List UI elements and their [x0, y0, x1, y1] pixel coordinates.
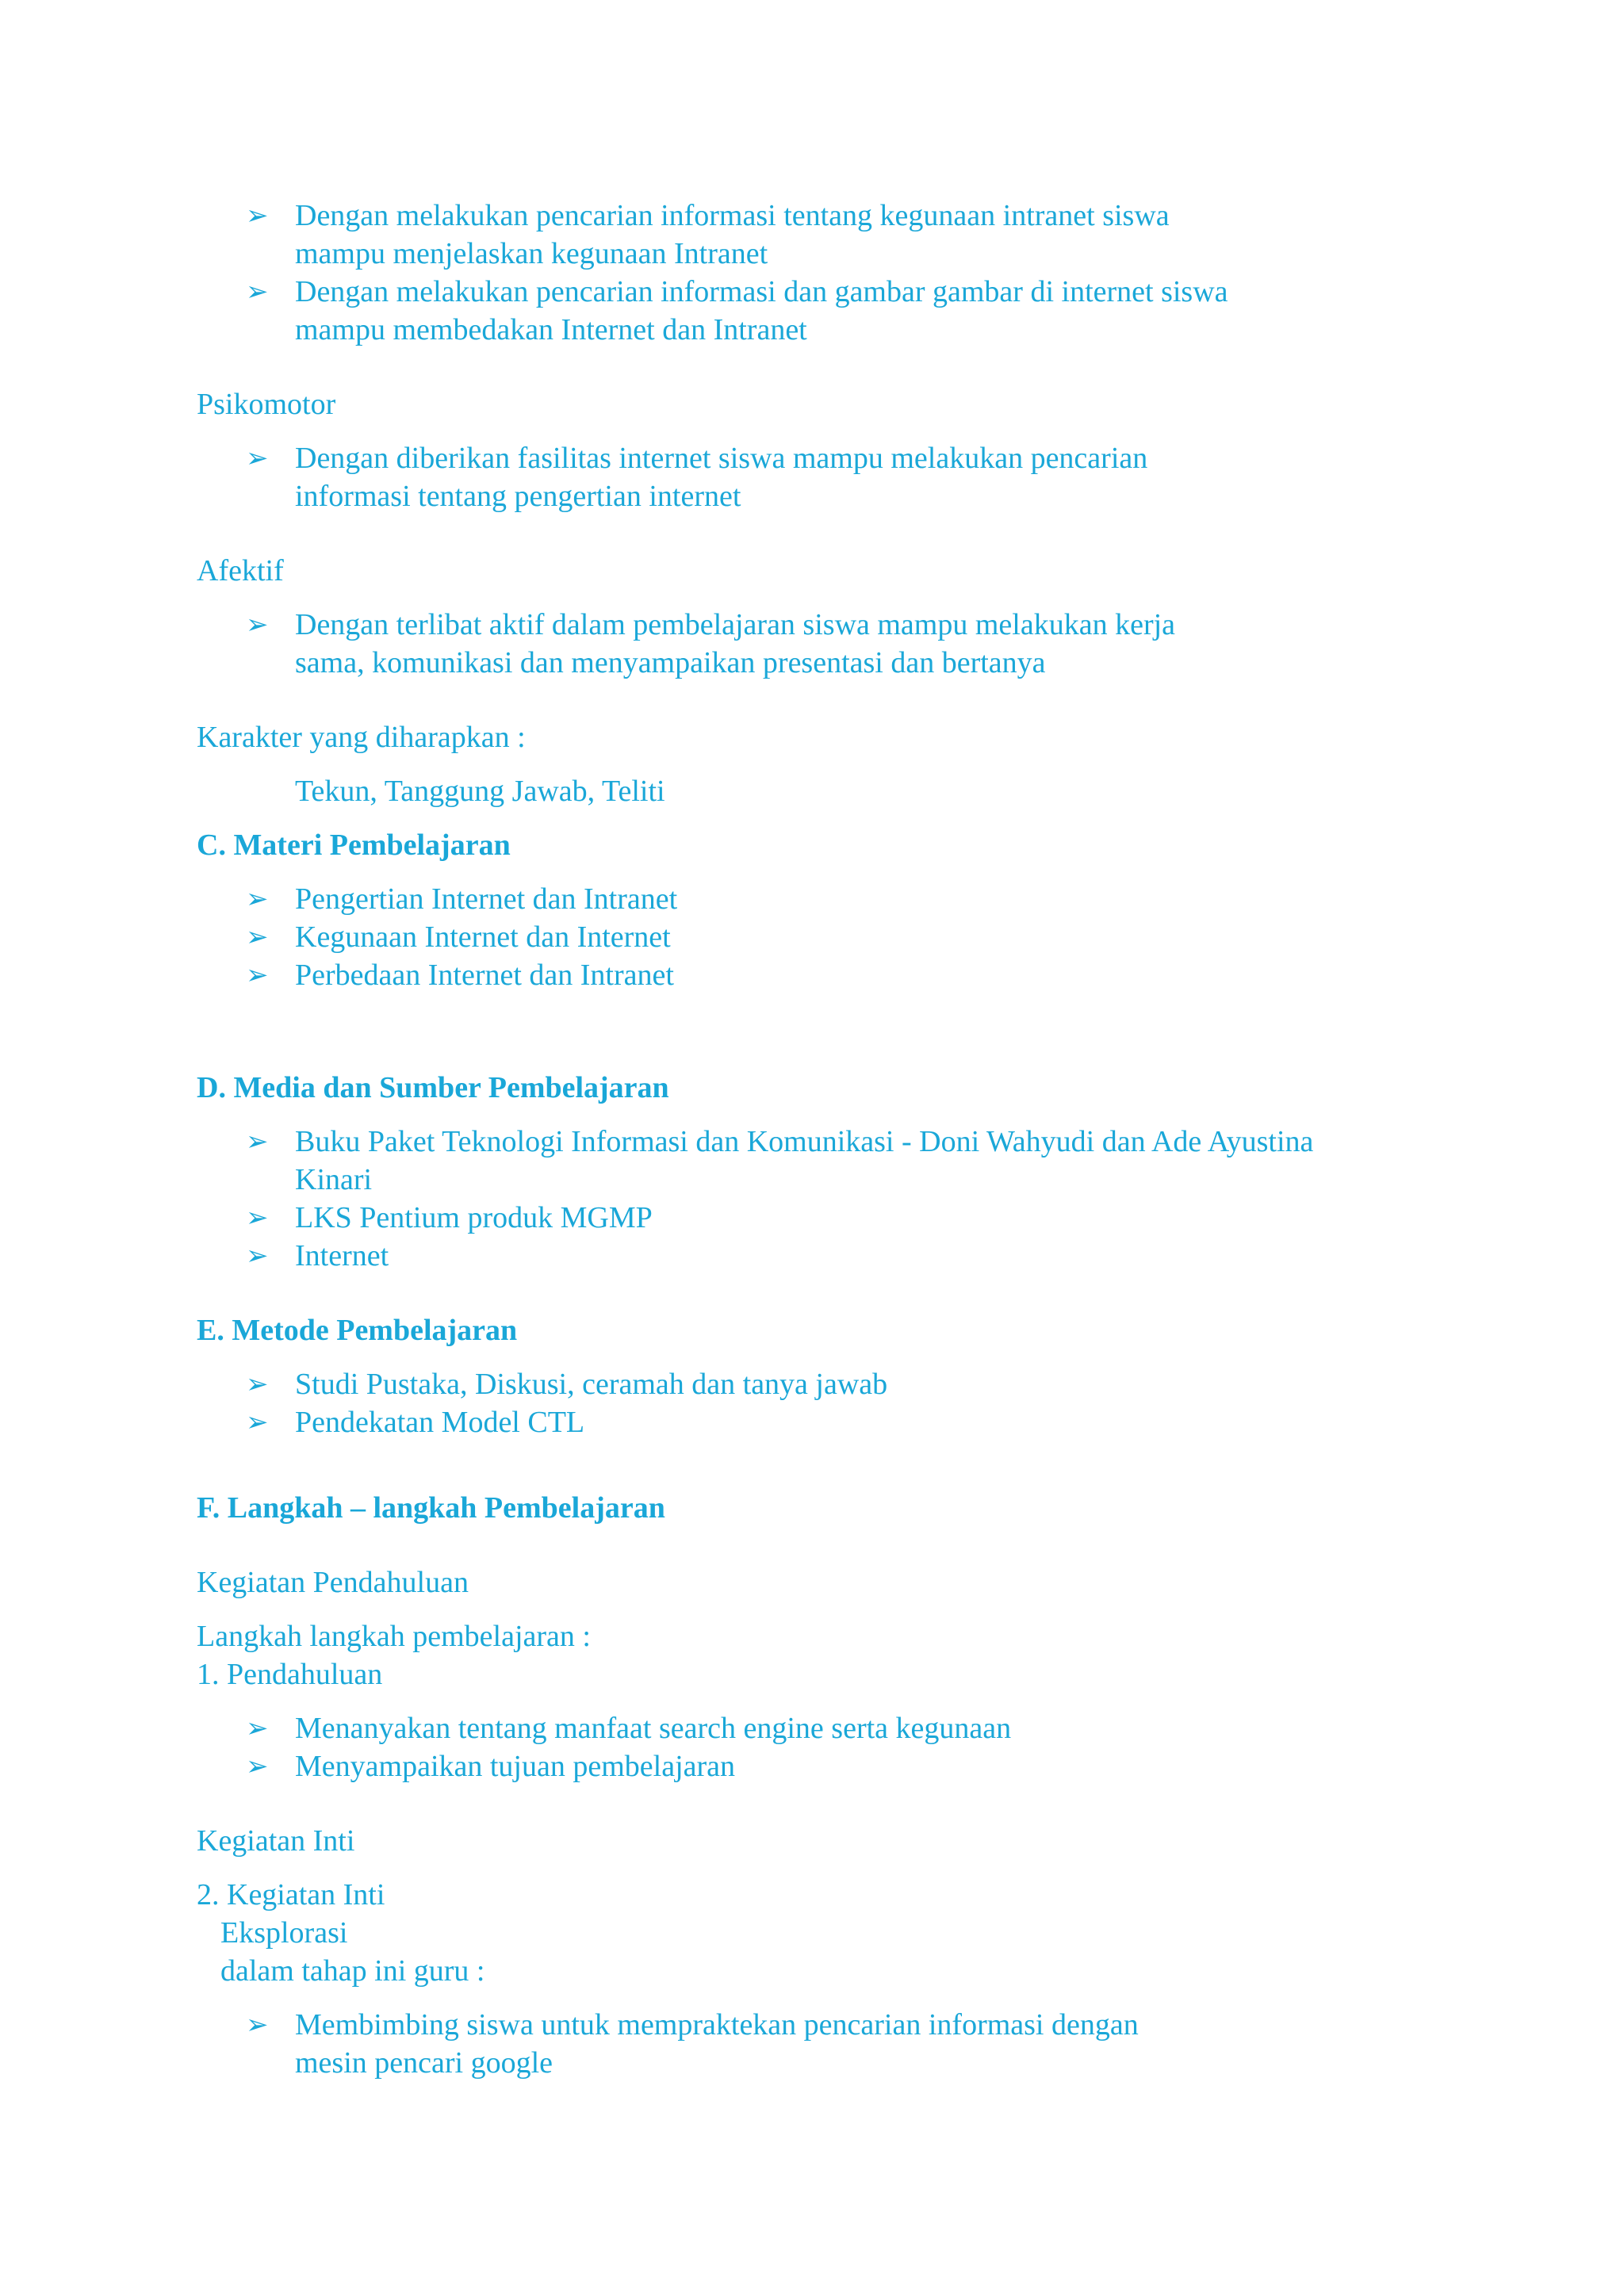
pendahuluan-item-2: Menyampaikan tujuan pembelajaran	[295, 1750, 736, 1783]
section-c-item-1: Pengertian Internet dan Intranet	[295, 882, 678, 916]
section-e-heading: E. Metode Pembelajaran	[197, 1314, 518, 1347]
cognitive-item-1-line1: Dengan melakukan pencarian informasi tentang kegunaan intranet siswa	[295, 199, 1170, 232]
section-c-item-3: Perbedaan Internet dan Intranet	[295, 959, 674, 992]
psikomotor-item-1-line1: Dengan diberikan fasilitas internet siswa mampu melakukan pencarian	[295, 442, 1148, 475]
afektif-title: Afektif	[197, 554, 284, 587]
cognitive-item-2-line1: Dengan melakukan pencarian informasi dan gambar gambar di internet siswa	[295, 275, 1228, 308]
psikomotor-title: Psikomotor	[197, 388, 336, 421]
section-d-heading: D. Media dan Sumber Pembelajaran	[197, 1071, 669, 1104]
section-f-heading: F. Langkah – langkah Pembelajaran	[197, 1491, 665, 1525]
arrow-bullet-icon: ➢	[246, 1712, 269, 1744]
section-d-item-1-line1: Buku Paket Teknologi Informasi dan Komunikasi - Doni Wahyudi dan Ade Ayustina	[295, 1125, 1314, 1158]
inti-item-1-line2: mesin pencari google	[295, 2046, 553, 2080]
arrow-bullet-icon: ➢	[246, 959, 269, 991]
langkah-title: Langkah langkah pembelajaran :	[197, 1620, 591, 1653]
section-e-item-1: Studi Pustaka, Diskusi, ceramah dan tanya jawab	[295, 1368, 888, 1401]
kegiatan-pendahuluan-label: Kegiatan Pendahuluan	[197, 1566, 469, 1599]
section-d-item-1-line2: Kinari	[295, 1163, 373, 1196]
karakter-title: Karakter yang diharapkan :	[197, 721, 526, 754]
arrow-bullet-icon: ➢	[246, 1240, 269, 1272]
section-c-heading: C. Materi Pembelajaran	[197, 828, 511, 862]
arrow-bullet-icon: ➢	[246, 1202, 269, 1234]
pendahuluan-heading: 1. Pendahuluan	[197, 1658, 383, 1691]
section-d-item-3: Internet	[295, 1239, 389, 1272]
arrow-bullet-icon: ➢	[246, 1126, 269, 1158]
kegiatan-inti-heading: 2. Kegiatan Inti	[197, 1878, 385, 1911]
section-d-item-2: LKS Pentium produk MGMP	[295, 1201, 653, 1234]
arrow-bullet-icon: ➢	[246, 1368, 269, 1400]
afektif-item-1-line2: sama, komunikasi dan menyampaikan presentasi dan bertanya	[295, 646, 1046, 679]
arrow-bullet-icon: ➢	[246, 609, 269, 641]
section-c-item-2: Kegunaan Internet dan Internet	[295, 920, 671, 954]
kegiatan-inti-label: Kegiatan Inti	[197, 1824, 355, 1858]
arrow-bullet-icon: ➢	[246, 1406, 269, 1438]
eksplorasi-label: Eksplorasi	[220, 1916, 348, 1950]
psikomotor-item-1-line2: informasi tentang pengertian internet	[295, 480, 741, 513]
arrow-bullet-icon: ➢	[246, 883, 269, 915]
arrow-bullet-icon: ➢	[246, 442, 269, 474]
inti-item-1-line1: Membimbing siswa untuk mempraktekan pencarian informasi dengan	[295, 2008, 1139, 2042]
afektif-item-1-line1: Dengan terlibat aktif dalam pembelajaran siswa mampu melakukan kerja	[295, 608, 1176, 641]
arrow-bullet-icon: ➢	[246, 921, 269, 953]
karakter-value: Tekun, Tanggung Jawab, Teliti	[295, 775, 665, 808]
dalam-tahap-label: dalam tahap ini guru :	[220, 1954, 485, 1988]
arrow-bullet-icon: ➢	[246, 1751, 269, 1782]
cognitive-item-2-line2: mampu membedakan Internet dan Intranet	[295, 313, 807, 346]
arrow-bullet-icon: ➢	[246, 2009, 269, 2041]
arrow-bullet-icon: ➢	[246, 200, 269, 232]
pendahuluan-item-1: Menanyakan tentang manfaat search engine serta kegunaan	[295, 1712, 1012, 1745]
arrow-bullet-icon: ➢	[246, 276, 269, 308]
cognitive-item-1-line2: mampu menjelaskan kegunaan Intranet	[295, 237, 768, 270]
section-e-item-2: Pendekatan Model CTL	[295, 1406, 585, 1439]
